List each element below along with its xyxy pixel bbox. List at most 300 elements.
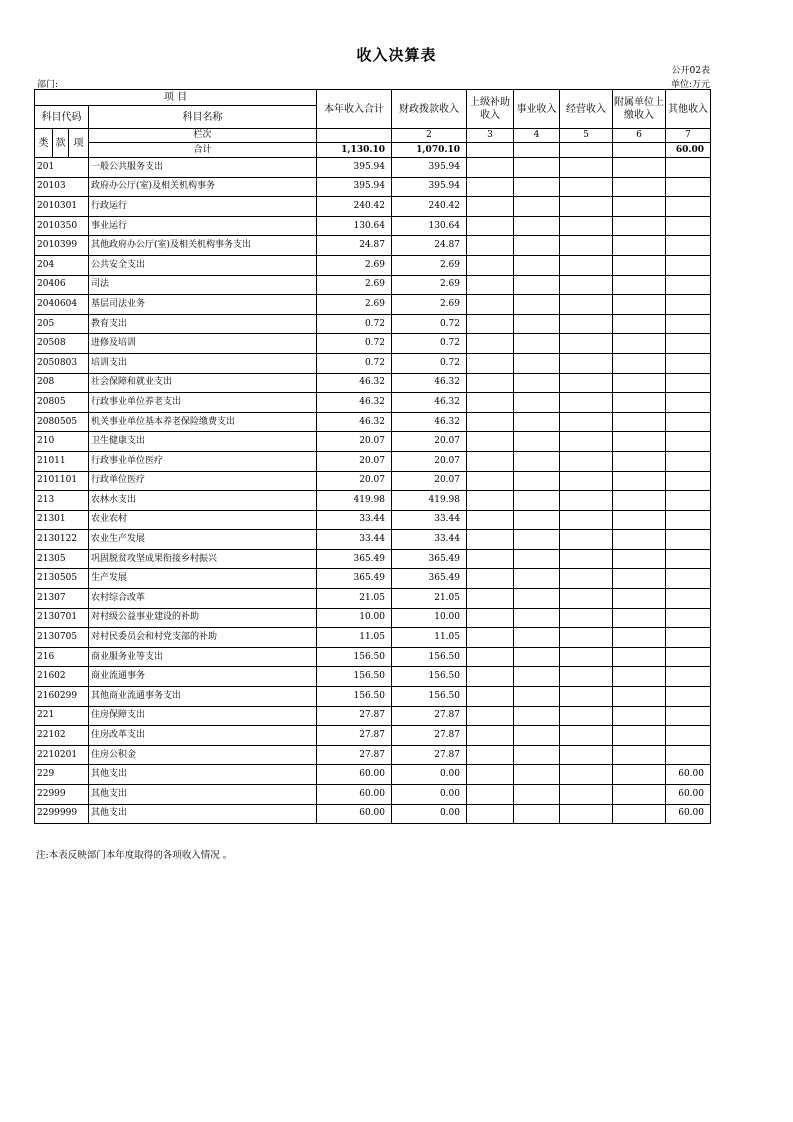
- fiscal-income: 27.87: [392, 745, 467, 765]
- total-income: 130.64: [317, 216, 392, 236]
- table-row: [35, 432, 711, 452]
- other-income: [666, 530, 711, 550]
- total-income: 2.69: [317, 295, 392, 315]
- other-income: [666, 295, 711, 315]
- subject-name: 机关事业单位基本养老保险缴费支出: [89, 412, 317, 432]
- affiliated-income: [613, 236, 666, 256]
- subject-name: 住房保障支出: [89, 706, 317, 726]
- subject-code: 205: [35, 314, 89, 334]
- other-income: [666, 393, 711, 413]
- subsidy-income: [467, 706, 514, 726]
- affiliated-income: [613, 804, 666, 824]
- subject-code: 229: [35, 765, 89, 785]
- operating-income: [560, 353, 613, 373]
- header-column-index: 栏次: [89, 129, 317, 143]
- subsidy-income: [467, 471, 514, 491]
- affiliated-income: [613, 432, 666, 452]
- total-other: 60.00: [666, 143, 711, 158]
- table-row: [35, 373, 711, 393]
- total-income: 27.87: [317, 745, 392, 765]
- subject-code: 20103: [35, 177, 89, 197]
- subject-name: 进修及培训: [89, 334, 317, 354]
- header-affiliated-income: 附属单位上缴收入: [613, 90, 666, 129]
- table-row: [35, 197, 711, 217]
- subject-code: 2101101: [35, 471, 89, 491]
- table-row: [35, 569, 711, 589]
- table-row: [35, 589, 711, 609]
- operating-income: [560, 628, 613, 648]
- fiscal-income: 20.07: [392, 432, 467, 452]
- fiscal-income: 130.64: [392, 216, 467, 236]
- col-no-subsidy: 3: [467, 129, 514, 143]
- total-income: 2.69: [317, 255, 392, 275]
- business-income: [514, 216, 560, 236]
- other-income: [666, 334, 711, 354]
- fiscal-income: 33.44: [392, 510, 467, 530]
- business-income: [514, 530, 560, 550]
- subject-code: 216: [35, 647, 89, 667]
- fiscal-income: 27.87: [392, 726, 467, 746]
- subsidy-income: [467, 745, 514, 765]
- business-income: [514, 785, 560, 805]
- subsidy-income: [467, 491, 514, 511]
- operating-income: [560, 275, 613, 295]
- subject-name: 行政事业单位养老支出: [89, 393, 317, 413]
- affiliated-income: [613, 608, 666, 628]
- other-income: [666, 491, 711, 511]
- subject-name: 住房改革支出: [89, 726, 317, 746]
- subject-code: 21305: [35, 549, 89, 569]
- subject-code: 2210201: [35, 745, 89, 765]
- subject-code: 2040604: [35, 295, 89, 315]
- business-income: [514, 432, 560, 452]
- subsidy-income: [467, 569, 514, 589]
- business-income: [514, 255, 560, 275]
- total-operating: [560, 143, 613, 158]
- affiliated-income: [613, 726, 666, 746]
- operating-income: [560, 412, 613, 432]
- fiscal-income: 419.98: [392, 491, 467, 511]
- operating-income: [560, 647, 613, 667]
- affiliated-income: [613, 275, 666, 295]
- subject-code: 2130122: [35, 530, 89, 550]
- other-income: [666, 589, 711, 609]
- table-row: [35, 510, 711, 530]
- subject-code: 20406: [35, 275, 89, 295]
- subject-name: 行政运行: [89, 197, 317, 217]
- subsidy-income: [467, 158, 514, 178]
- affiliated-income: [613, 491, 666, 511]
- table-row: [35, 647, 711, 667]
- operating-income: [560, 432, 613, 452]
- table-row: [35, 687, 711, 707]
- table-row: [35, 158, 711, 178]
- subject-name: 对村级公益事业建设的补助: [89, 608, 317, 628]
- subject-code: 2299999: [35, 804, 89, 824]
- affiliated-income: [613, 314, 666, 334]
- operating-income: [560, 589, 613, 609]
- subject-code: 2010399: [35, 236, 89, 256]
- subject-code: 21602: [35, 667, 89, 687]
- subject-code: 2010350: [35, 216, 89, 236]
- subject-name: 巩固脱贫攻坚成果衔接乡村振兴: [89, 549, 317, 569]
- operating-income: [560, 314, 613, 334]
- col-no-operating: 5: [560, 129, 613, 143]
- subject-code: 22102: [35, 726, 89, 746]
- other-income: [666, 549, 711, 569]
- business-income: [514, 510, 560, 530]
- subsidy-income: [467, 177, 514, 197]
- affiliated-income: [613, 177, 666, 197]
- other-income: [666, 236, 711, 256]
- business-income: [514, 197, 560, 217]
- subject-name: 住房公积金: [89, 745, 317, 765]
- affiliated-income: [613, 197, 666, 217]
- header-xiang: 项: [69, 129, 89, 158]
- other-income: [666, 687, 711, 707]
- affiliated-income: [613, 647, 666, 667]
- fiscal-income: 0.72: [392, 314, 467, 334]
- total-subsidy: [467, 143, 514, 158]
- other-income: [666, 275, 711, 295]
- other-income: [666, 314, 711, 334]
- total-income: 240.42: [317, 197, 392, 217]
- other-income: [666, 726, 711, 746]
- operating-income: [560, 334, 613, 354]
- other-income: [666, 373, 711, 393]
- fiscal-income: 0.72: [392, 353, 467, 373]
- subject-code: 2130701: [35, 608, 89, 628]
- subject-name: 农村综合改革: [89, 589, 317, 609]
- affiliated-income: [613, 373, 666, 393]
- operating-income: [560, 177, 613, 197]
- subsidy-income: [467, 275, 514, 295]
- business-income: [514, 647, 560, 667]
- other-income: [666, 432, 711, 452]
- total-income: 60.00: [317, 804, 392, 824]
- subject-name: 农林水支出: [89, 491, 317, 511]
- other-income: [666, 451, 711, 471]
- total-income: 27.87: [317, 726, 392, 746]
- table-row: [35, 726, 711, 746]
- operating-income: [560, 451, 613, 471]
- header-fiscal-income: 财政拨款收入: [392, 90, 467, 129]
- fiscal-income: 27.87: [392, 706, 467, 726]
- other-income: [666, 471, 711, 491]
- header-subject-name: 科目名称: [89, 106, 317, 129]
- business-income: [514, 314, 560, 334]
- subject-code: 21307: [35, 589, 89, 609]
- subject-name: 其他支出: [89, 785, 317, 805]
- operating-income: [560, 216, 613, 236]
- fiscal-income: 2.69: [392, 295, 467, 315]
- fiscal-income: 11.05: [392, 628, 467, 648]
- operating-income: [560, 373, 613, 393]
- business-income: [514, 373, 560, 393]
- other-income: [666, 745, 711, 765]
- total-income: 60.00: [317, 765, 392, 785]
- subsidy-income: [467, 804, 514, 824]
- other-income: [666, 255, 711, 275]
- subject-name: 其他支出: [89, 804, 317, 824]
- business-income: [514, 334, 560, 354]
- footnote: 注:本表反映部门本年度取得的各项收入情况 。: [36, 850, 233, 861]
- affiliated-income: [613, 765, 666, 785]
- subject-code: 2160299: [35, 687, 89, 707]
- operating-income: [560, 471, 613, 491]
- subject-name: 教育支出: [89, 314, 317, 334]
- fiscal-income: 33.44: [392, 530, 467, 550]
- table-row: [35, 393, 711, 413]
- subject-name: 农业农村: [89, 510, 317, 530]
- subject-name: 商业服务业等支出: [89, 647, 317, 667]
- header-business-income: 事业收入: [514, 90, 560, 129]
- subsidy-income: [467, 647, 514, 667]
- affiliated-income: [613, 589, 666, 609]
- operating-income: [560, 608, 613, 628]
- subsidy-income: [467, 393, 514, 413]
- business-income: [514, 608, 560, 628]
- fiscal-income: 2.69: [392, 275, 467, 295]
- subsidy-income: [467, 687, 514, 707]
- other-income: [666, 216, 711, 236]
- affiliated-income: [613, 687, 666, 707]
- subject-name: 商业流通事务: [89, 667, 317, 687]
- operating-income: [560, 569, 613, 589]
- affiliated-income: [613, 334, 666, 354]
- header-lei: 类: [35, 129, 53, 158]
- total-affiliated: [613, 143, 666, 158]
- affiliated-income: [613, 569, 666, 589]
- table-row: [35, 491, 711, 511]
- table-row: [35, 295, 711, 315]
- subject-name: 对村民委员会和村党支部的补助: [89, 628, 317, 648]
- subject-name: 社会保障和就业支出: [89, 373, 317, 393]
- total-income: 20.07: [317, 432, 392, 452]
- total-sum: 1,130.10: [317, 143, 392, 158]
- table-row: [35, 255, 711, 275]
- table-row: [35, 706, 711, 726]
- header-kuan: 款: [53, 129, 69, 158]
- business-income: [514, 804, 560, 824]
- business-income: [514, 667, 560, 687]
- operating-income: [560, 706, 613, 726]
- subject-code: 20805: [35, 393, 89, 413]
- subsidy-income: [467, 530, 514, 550]
- table-row: [35, 353, 711, 373]
- subject-code: 2080505: [35, 412, 89, 432]
- subsidy-income: [467, 353, 514, 373]
- business-income: [514, 589, 560, 609]
- total-income: 20.07: [317, 451, 392, 471]
- other-income: [666, 569, 711, 589]
- table-row: [35, 765, 711, 785]
- subject-name: 其他商业流通事务支出: [89, 687, 317, 707]
- business-income: [514, 393, 560, 413]
- other-income: [666, 353, 711, 373]
- subject-code: 204: [35, 255, 89, 275]
- col-no-total: [317, 129, 392, 143]
- business-income: [514, 687, 560, 707]
- fiscal-income: 156.50: [392, 647, 467, 667]
- operating-income: [560, 745, 613, 765]
- table-row: [35, 628, 711, 648]
- total-income: 0.72: [317, 334, 392, 354]
- header-subsidy-income: 上级补助收入: [467, 90, 514, 129]
- business-income: [514, 765, 560, 785]
- subject-name: 事业运行: [89, 216, 317, 236]
- fiscal-income: 240.42: [392, 197, 467, 217]
- subsidy-income: [467, 216, 514, 236]
- fiscal-income: 156.50: [392, 687, 467, 707]
- table-row: [35, 804, 711, 824]
- affiliated-income: [613, 510, 666, 530]
- other-income: [666, 197, 711, 217]
- business-income: [514, 275, 560, 295]
- business-income: [514, 353, 560, 373]
- operating-income: [560, 295, 613, 315]
- subsidy-income: [467, 608, 514, 628]
- operating-income: [560, 236, 613, 256]
- total-income: 395.94: [317, 177, 392, 197]
- affiliated-income: [613, 706, 666, 726]
- other-income: [666, 158, 711, 178]
- table-row: [35, 608, 711, 628]
- fiscal-income: 46.32: [392, 393, 467, 413]
- business-income: [514, 745, 560, 765]
- subsidy-income: [467, 549, 514, 569]
- table-row: [35, 275, 711, 295]
- total-income: 33.44: [317, 530, 392, 550]
- form-number: 公开02表: [671, 66, 710, 76]
- operating-income: [560, 530, 613, 550]
- fiscal-income: 46.32: [392, 412, 467, 432]
- affiliated-income: [613, 255, 666, 275]
- subject-name: 卫生健康支出: [89, 432, 317, 452]
- total-income: 46.32: [317, 373, 392, 393]
- fiscal-income: 46.32: [392, 373, 467, 393]
- subject-code: 208: [35, 373, 89, 393]
- subsidy-income: [467, 589, 514, 609]
- total-income: 24.87: [317, 236, 392, 256]
- other-income: [666, 177, 711, 197]
- subject-name: 一般公共服务支出: [89, 158, 317, 178]
- header-operating-income: 经营收入: [560, 90, 613, 129]
- total-income: 10.00: [317, 608, 392, 628]
- operating-income: [560, 667, 613, 687]
- total-income: 46.32: [317, 393, 392, 413]
- total-label: 合计: [89, 143, 317, 158]
- business-income: [514, 471, 560, 491]
- subject-code: 2130505: [35, 569, 89, 589]
- subject-code: 201: [35, 158, 89, 178]
- subsidy-income: [467, 236, 514, 256]
- total-fiscal: 1,070.10: [392, 143, 467, 158]
- subsidy-income: [467, 510, 514, 530]
- business-income: [514, 236, 560, 256]
- subsidy-income: [467, 295, 514, 315]
- operating-income: [560, 549, 613, 569]
- total-income: 20.07: [317, 471, 392, 491]
- fiscal-income: 156.50: [392, 667, 467, 687]
- fiscal-income: 21.05: [392, 589, 467, 609]
- other-income: [666, 608, 711, 628]
- affiliated-income: [613, 295, 666, 315]
- fiscal-income: 365.49: [392, 549, 467, 569]
- col-no-other: 7: [666, 129, 711, 143]
- total-income: 156.50: [317, 667, 392, 687]
- subject-name: 生产发展: [89, 569, 317, 589]
- subject-name: 其他政府办公厅(室)及相关机构事务支出: [89, 236, 317, 256]
- subject-code: 2010301: [35, 197, 89, 217]
- table-row: [35, 334, 711, 354]
- other-income: [666, 510, 711, 530]
- affiliated-income: [613, 353, 666, 373]
- total-income: 0.72: [317, 314, 392, 334]
- affiliated-income: [613, 393, 666, 413]
- subsidy-income: [467, 765, 514, 785]
- subsidy-income: [467, 412, 514, 432]
- subject-code: 2050803: [35, 353, 89, 373]
- business-income: [514, 412, 560, 432]
- total-income: 11.05: [317, 628, 392, 648]
- affiliated-income: [613, 530, 666, 550]
- fiscal-income: 20.07: [392, 451, 467, 471]
- affiliated-income: [613, 158, 666, 178]
- subject-name: 培训支出: [89, 353, 317, 373]
- operating-income: [560, 393, 613, 413]
- business-income: [514, 158, 560, 178]
- subject-code: 213: [35, 491, 89, 511]
- affiliated-income: [613, 667, 666, 687]
- business-income: [514, 628, 560, 648]
- table-row: [35, 530, 711, 550]
- page-title: 收入决算表: [356, 46, 437, 64]
- total-income: 2.69: [317, 275, 392, 295]
- subsidy-income: [467, 667, 514, 687]
- subject-name: 其他支出: [89, 765, 317, 785]
- operating-income: [560, 255, 613, 275]
- subsidy-income: [467, 373, 514, 393]
- other-income: 60.00: [666, 804, 711, 824]
- header-subject-code: 科目代码: [35, 106, 89, 129]
- subject-code: 20508: [35, 334, 89, 354]
- business-income: [514, 491, 560, 511]
- subsidy-income: [467, 785, 514, 805]
- subject-name: 农业生产发展: [89, 530, 317, 550]
- fiscal-income: 395.94: [392, 177, 467, 197]
- business-income: [514, 726, 560, 746]
- subject-name: 司法: [89, 275, 317, 295]
- total-business: [514, 143, 560, 158]
- fiscal-income: 0.72: [392, 334, 467, 354]
- fiscal-income: 2.69: [392, 255, 467, 275]
- table-row: [35, 412, 711, 432]
- other-income: [666, 706, 711, 726]
- operating-income: [560, 491, 613, 511]
- total-income: 46.32: [317, 412, 392, 432]
- subject-name: 行政事业单位医疗: [89, 451, 317, 471]
- affiliated-income: [613, 216, 666, 236]
- business-income: [514, 706, 560, 726]
- total-income: 33.44: [317, 510, 392, 530]
- subsidy-income: [467, 334, 514, 354]
- other-income: 60.00: [666, 785, 711, 805]
- fiscal-income: 10.00: [392, 608, 467, 628]
- subsidy-income: [467, 432, 514, 452]
- total-income: 365.49: [317, 569, 392, 589]
- unit-label: 单位:万元: [670, 80, 710, 90]
